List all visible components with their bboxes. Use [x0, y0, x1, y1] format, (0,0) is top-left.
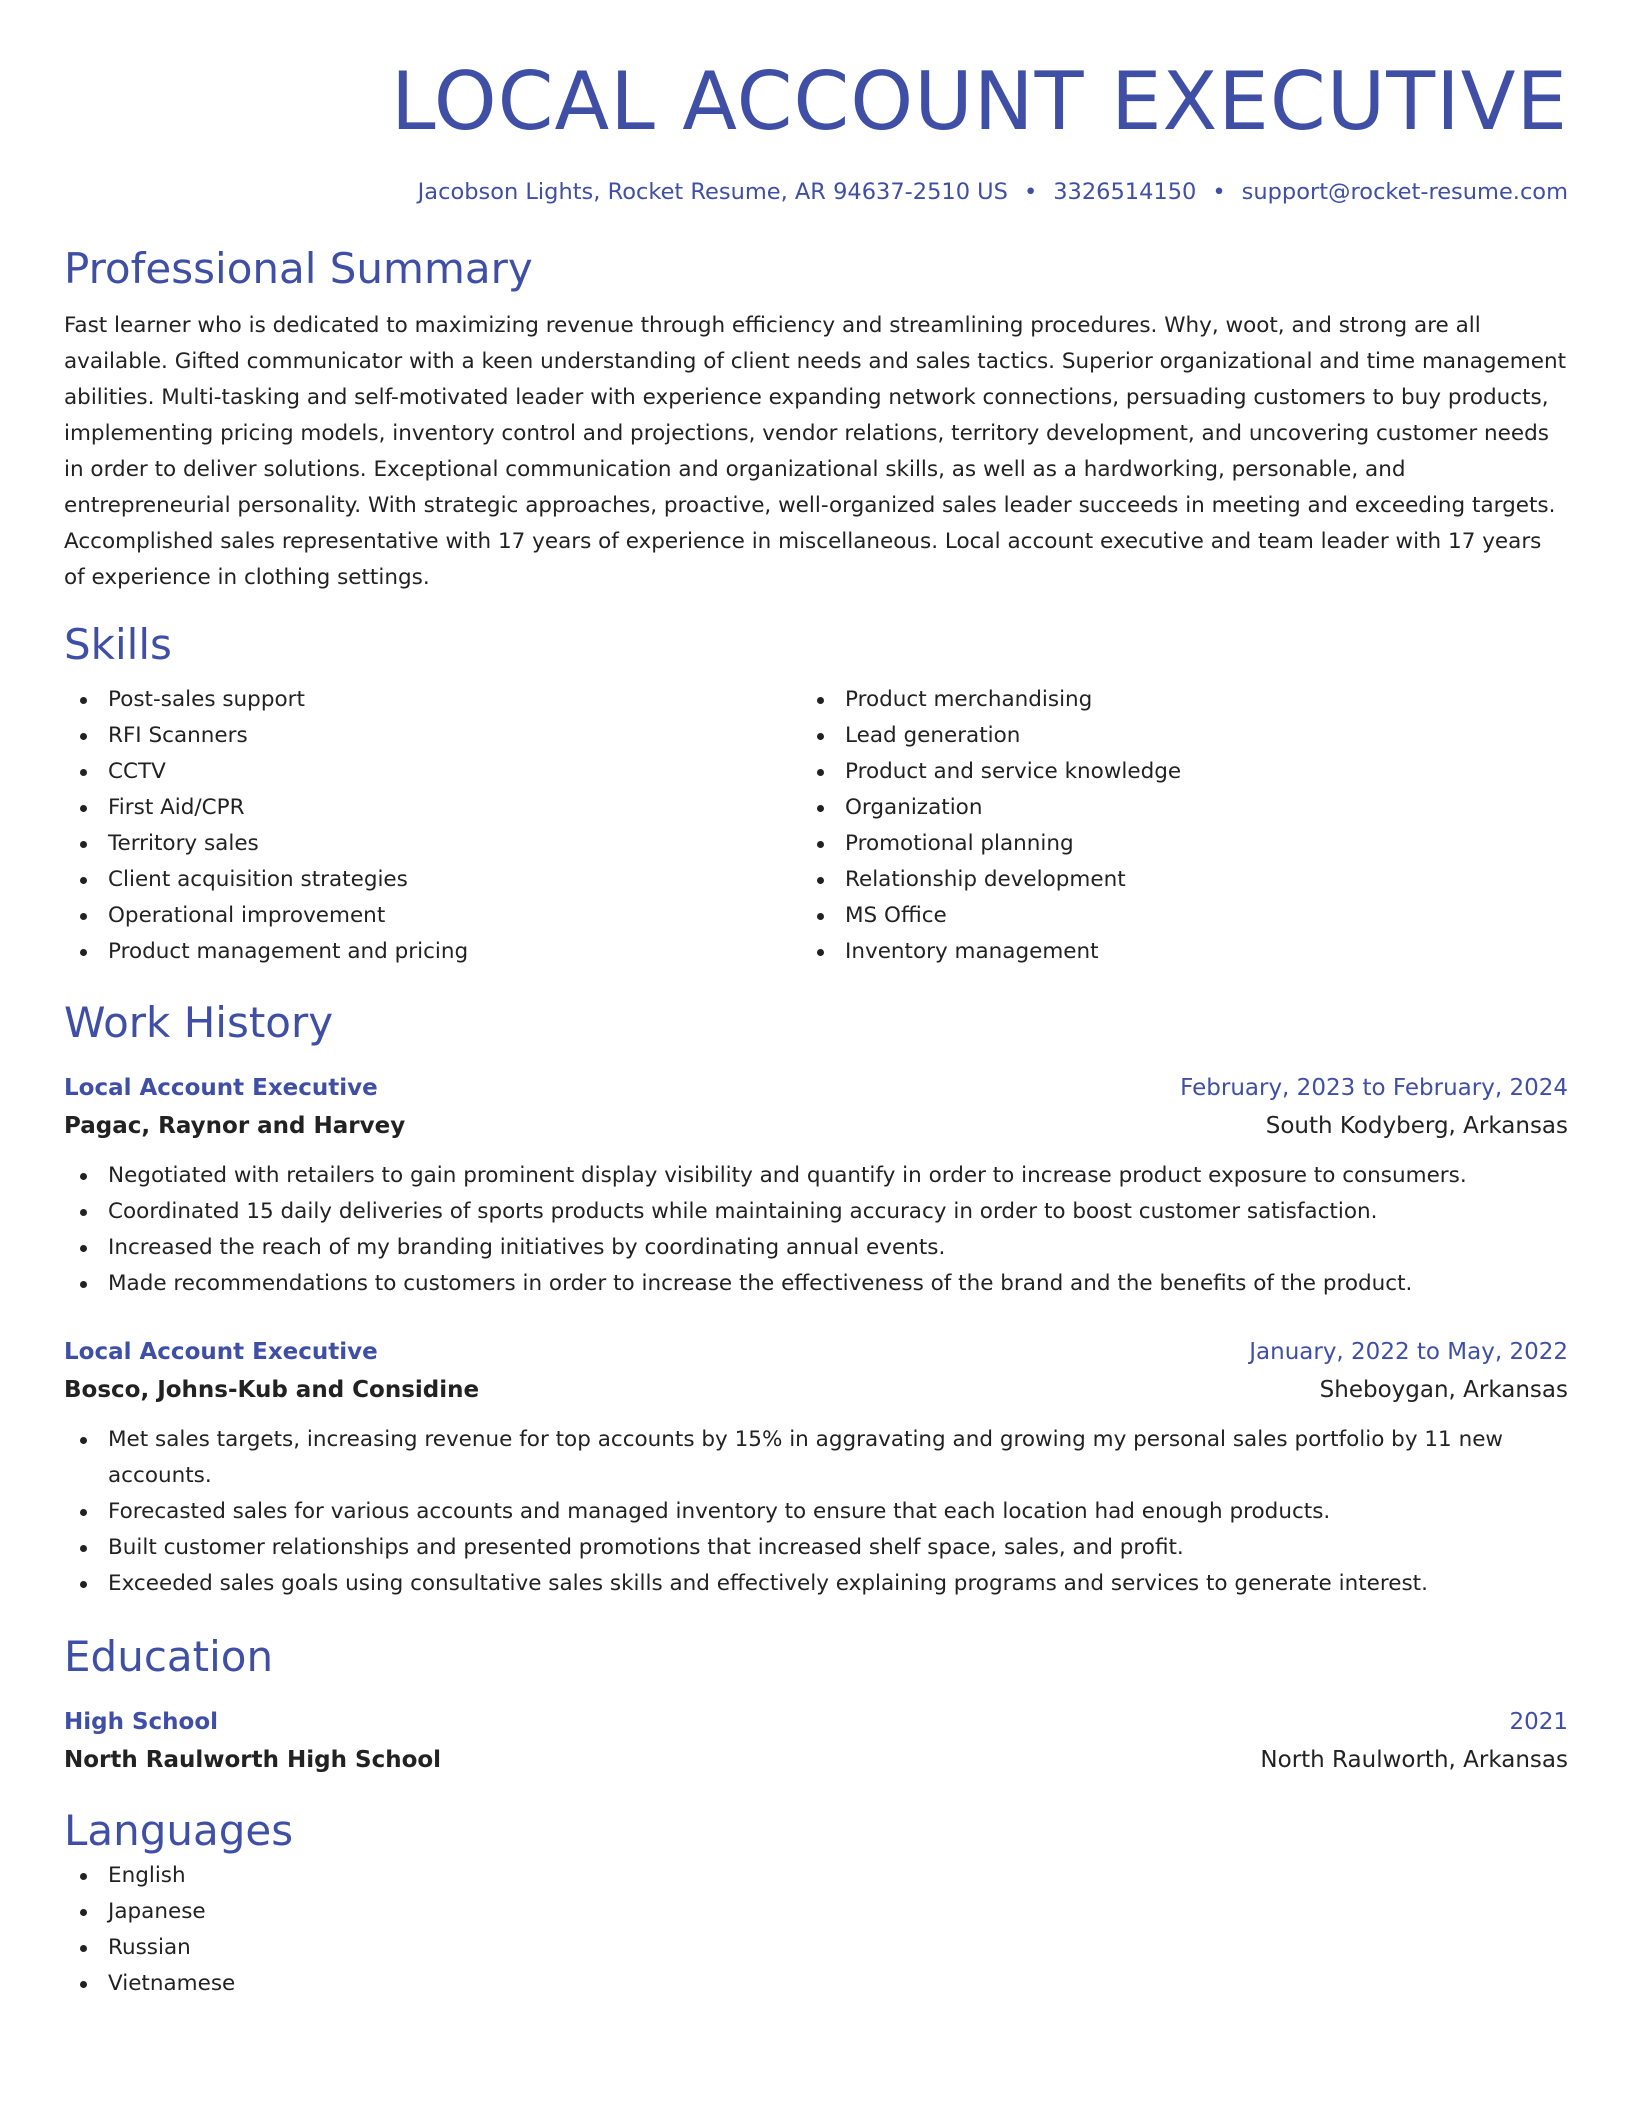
- languages-heading: Languages: [64, 1806, 294, 1855]
- languages-list: [64, 1858, 1568, 2002]
- language-item: English: [64, 1858, 1568, 1894]
- contact-separator: •: [1212, 179, 1226, 205]
- skill-item: Operational improvement: [64, 898, 801, 934]
- skill-item: Inventory management: [801, 934, 1538, 970]
- skill-item: Product merchandising: [801, 682, 1538, 718]
- job-location: South Kodyberg, Arkansas: [1265, 1113, 1568, 1139]
- job-company: Bosco, Johns-Kub and Considine: [64, 1377, 480, 1403]
- languages-section: [64, 1804, 1568, 2002]
- summary-section: [64, 242, 1568, 596]
- job-entry: [64, 1334, 1568, 1602]
- job-bullet: Met sales targets, increasing revenue for top accounts by 15% in aggravating and growing my personal sales portfolio by 11 new accounts.: [64, 1422, 1568, 1494]
- job-title: Local Account Executive: [64, 1339, 378, 1365]
- job-company: Pagac, Raynor and Harvey: [64, 1113, 406, 1139]
- job-bullets: [64, 1422, 1568, 1602]
- job-header-row: [64, 1070, 1568, 1106]
- job-company-row: [64, 1370, 1568, 1410]
- skill-item: Relationship development: [801, 862, 1538, 898]
- skill-item: Organization: [801, 790, 1538, 826]
- skills-section: [64, 618, 1568, 970]
- contact-address: Jacobson Lights, Rocket Resume, AR 94637-2510 US: [417, 179, 1008, 205]
- education-school: North Raulworth High School: [64, 1747, 442, 1773]
- education-heading: Education: [64, 1632, 274, 1681]
- work-history-heading: Work History: [64, 998, 334, 1047]
- resume-title: LOCAL ACCOUNT EXECUTIVE: [390, 55, 1568, 148]
- skill-item: Lead generation: [801, 718, 1538, 754]
- education-year: 2021: [1509, 1709, 1568, 1735]
- job-bullets: [64, 1158, 1568, 1302]
- skill-item: CCTV: [64, 754, 801, 790]
- job-bullet: Forecasted sales for various accounts and managed inventory to ensure that each location had enough products.: [64, 1494, 1568, 1530]
- contact-line: [64, 176, 1568, 208]
- job-entry: [64, 1070, 1568, 1302]
- education-school-row: [64, 1740, 1568, 1780]
- skills-heading: Skills: [64, 620, 172, 669]
- skill-item: Client acquisition strategies: [64, 862, 801, 898]
- job-dates: February, 2023 to February, 2024: [1180, 1075, 1568, 1101]
- work-history-section: [64, 996, 1568, 1602]
- skills-grid: [64, 682, 1568, 970]
- summary-heading: Professional Summary: [64, 244, 533, 293]
- skill-item: RFI Scanners: [64, 718, 801, 754]
- skill-item: Product management and pricing: [64, 934, 801, 970]
- job-bullet: Increased the reach of my branding initiatives by coordinating annual events.: [64, 1230, 1568, 1266]
- skill-item: MS Office: [801, 898, 1538, 934]
- job-bullet: Negotiated with retailers to gain prominent display visibility and quantify in order to increase product exposure to consumers.: [64, 1158, 1568, 1194]
- education-header-row: [64, 1704, 1568, 1740]
- skill-item: Territory sales: [64, 826, 801, 862]
- skill-item: First Aid/CPR: [64, 790, 801, 826]
- contact-email[interactable]: support@rocket-resume.com: [1241, 179, 1568, 205]
- summary-text: Fast learner who is dedicated to maximizing revenue through efficiency and streamlining procedures. Why, woot, and strong are all available. Gifted communicator with a keen understanding of client needs and sales tactics. Superior organizational and time management abilities. Multi-tasking and self-motivated leader with experience expanding network connections, persuading customers to buy products, implementing pricing models, inventory control and projections, vendor relations, territory development, and uncovering customer needs in order to deliver solutions. Exceptional communication and organizational skills, as well as a hardworking, personable, and entrepreneurial personality. With strategic approaches, proactive, well-organized sales leader succeeds in meeting and exceeding targets. Accomplished sales representative with 17 years of experience in miscellaneous. Local account executive and team leader with 17 years of experience in clothing settings.: [64, 313, 1566, 590]
- contact-phone: 3326514150: [1053, 179, 1197, 205]
- job-company-row: [64, 1106, 1568, 1146]
- job-title: Local Account Executive: [64, 1075, 378, 1101]
- skills-list-left: [64, 682, 801, 970]
- job-bullet: Exceeded sales goals using consultative sales skills and effectively explaining programs and services to generate interest.: [64, 1566, 1568, 1602]
- job-header-row: [64, 1334, 1568, 1370]
- job-bullet: Made recommendations to customers in order to increase the effectiveness of the brand and the benefits of the product.: [64, 1266, 1568, 1302]
- skill-item: Promotional planning: [801, 826, 1538, 862]
- skill-item: Product and service knowledge: [801, 754, 1538, 790]
- job-dates: January, 2022 to May, 2022: [1249, 1339, 1568, 1365]
- language-item: Vietnamese: [64, 1966, 1568, 2002]
- education-entry: [64, 1704, 1568, 1780]
- skill-item: Post-sales support: [64, 682, 801, 718]
- job-bullet: Coordinated 15 daily deliveries of sports products while maintaining accuracy in order to boost customer satisfaction.: [64, 1194, 1568, 1230]
- language-item: Japanese: [64, 1894, 1568, 1930]
- job-location: Sheboygan, Arkansas: [1319, 1377, 1568, 1403]
- skills-list-right: [801, 682, 1538, 970]
- resume-header: [64, 52, 1568, 208]
- contact-separator: •: [1023, 179, 1038, 205]
- job-bullet: Built customer relationships and presented promotions that increased shelf space, sales, and profit.: [64, 1530, 1568, 1566]
- education-location: North Raulworth, Arkansas: [1260, 1747, 1568, 1773]
- education-section: [64, 1630, 1568, 1780]
- education-degree: High School: [64, 1709, 219, 1735]
- language-item: Russian: [64, 1930, 1568, 1966]
